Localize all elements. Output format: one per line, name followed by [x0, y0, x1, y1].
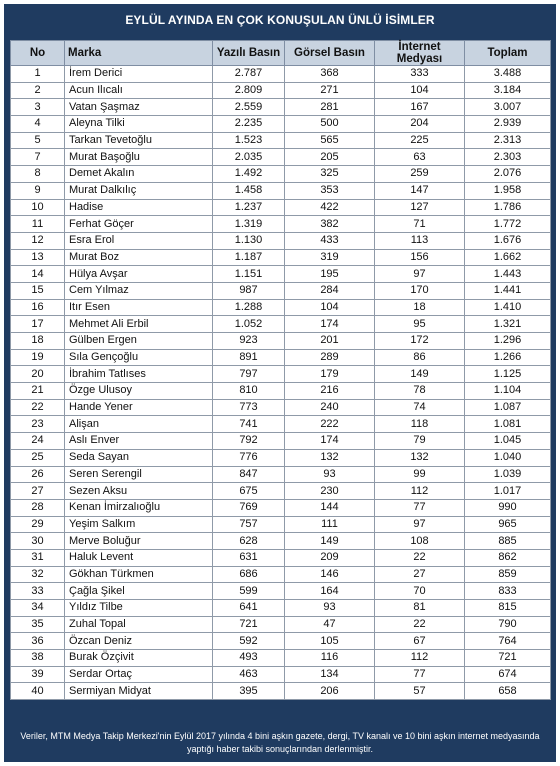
- cell-gorsel-basin: 433: [285, 232, 375, 249]
- cell-yazili-basin: 891: [213, 349, 285, 366]
- cell-yazili-basin: 721: [213, 616, 285, 633]
- cell-name: Tarkan Tevetoğlu: [65, 132, 213, 149]
- cell-name: Itır Esen: [65, 299, 213, 316]
- cell-name: Burak Özçivit: [65, 650, 213, 667]
- cell-no: 22: [11, 399, 65, 416]
- cell-internet-medyasi: 104: [375, 82, 465, 99]
- cell-gorsel-basin: 93: [285, 600, 375, 617]
- cell-yazili-basin: 1.523: [213, 132, 285, 149]
- cell-internet-medyasi: 204: [375, 116, 465, 133]
- cell-no: 12: [11, 232, 65, 249]
- cell-yazili-basin: 1.458: [213, 182, 285, 199]
- cell-name: Acun Ilıcalı: [65, 82, 213, 99]
- table-row: [11, 633, 551, 650]
- cell-internet-medyasi: 74: [375, 399, 465, 416]
- cell-no: 14: [11, 266, 65, 283]
- cell-internet-medyasi: 99: [375, 466, 465, 483]
- cell-gorsel-basin: 164: [285, 583, 375, 600]
- cell-no: 7: [11, 149, 65, 166]
- cell-toplam: 790: [465, 616, 551, 633]
- cell-toplam: 1.443: [465, 266, 551, 283]
- cell-no: 2: [11, 82, 65, 99]
- cell-internet-medyasi: 259: [375, 166, 465, 183]
- cell-internet-medyasi: 132: [375, 449, 465, 466]
- cell-gorsel-basin: 325: [285, 166, 375, 183]
- cell-name: Çağla Şikel: [65, 583, 213, 600]
- cell-gorsel-basin: 195: [285, 266, 375, 283]
- cell-gorsel-basin: 206: [285, 683, 375, 700]
- cell-yazili-basin: 592: [213, 633, 285, 650]
- cell-yazili-basin: 923: [213, 333, 285, 350]
- cell-name: Haluk Levent: [65, 549, 213, 566]
- header-marka: Marka: [65, 41, 213, 66]
- cell-no: 4: [11, 116, 65, 133]
- cell-no: 10: [11, 199, 65, 216]
- cell-name: Ferhat Göçer: [65, 216, 213, 233]
- header-toplam: Toplam: [465, 41, 551, 66]
- cell-internet-medyasi: 81: [375, 600, 465, 617]
- cell-no: 1: [11, 66, 65, 83]
- cell-gorsel-basin: 93: [285, 466, 375, 483]
- cell-yazili-basin: 1.492: [213, 166, 285, 183]
- table-row: [11, 433, 551, 450]
- cell-gorsel-basin: 205: [285, 149, 375, 166]
- table-row: [11, 266, 551, 283]
- cell-name: Kenan İmirzalıoğlu: [65, 499, 213, 516]
- header-yazili-basin: Yazılı Basın: [213, 41, 285, 66]
- table-row: [11, 182, 551, 199]
- table-row: [11, 383, 551, 400]
- infographic-frame: [4, 4, 556, 762]
- cell-gorsel-basin: 146: [285, 566, 375, 583]
- cell-toplam: 3.184: [465, 82, 551, 99]
- table-row: [11, 566, 551, 583]
- table-header-row: [11, 41, 551, 66]
- table-row: [11, 650, 551, 667]
- cell-no: 18: [11, 333, 65, 350]
- cell-name: Murat Dalkılıç: [65, 182, 213, 199]
- cell-no: 11: [11, 216, 65, 233]
- cell-gorsel-basin: 382: [285, 216, 375, 233]
- cell-name: Demet Akalın: [65, 166, 213, 183]
- cell-name: Vatan Şaşmaz: [65, 99, 213, 116]
- cell-yazili-basin: 2.035: [213, 149, 285, 166]
- cell-no: 20: [11, 366, 65, 383]
- cell-name: Seda Sayan: [65, 449, 213, 466]
- cell-internet-medyasi: 79: [375, 433, 465, 450]
- cell-gorsel-basin: 230: [285, 483, 375, 500]
- cell-gorsel-basin: 111: [285, 516, 375, 533]
- cell-yazili-basin: 987: [213, 282, 285, 299]
- cell-toplam: 1.104: [465, 383, 551, 400]
- table-row: [11, 533, 551, 550]
- cell-internet-medyasi: 97: [375, 266, 465, 283]
- cell-name: Gökhan Türkmen: [65, 566, 213, 583]
- cell-internet-medyasi: 108: [375, 533, 465, 550]
- cell-name: Murat Boz: [65, 249, 213, 266]
- cell-internet-medyasi: 86: [375, 349, 465, 366]
- cell-name: Özcan Deniz: [65, 633, 213, 650]
- header-gorsel-basin: Görsel Basın: [285, 41, 375, 66]
- cell-internet-medyasi: 167: [375, 99, 465, 116]
- header-no: No: [11, 41, 65, 66]
- cell-name: Gülben Ergen: [65, 333, 213, 350]
- cell-internet-medyasi: 97: [375, 516, 465, 533]
- cell-no: 8: [11, 166, 65, 183]
- table-row: [11, 449, 551, 466]
- cell-no: 21: [11, 383, 65, 400]
- cell-toplam: 1.958: [465, 182, 551, 199]
- cell-internet-medyasi: 225: [375, 132, 465, 149]
- cell-yazili-basin: 463: [213, 666, 285, 683]
- cell-yazili-basin: 675: [213, 483, 285, 500]
- cell-name: Yeşim Salkım: [65, 516, 213, 533]
- cell-no: 38: [11, 650, 65, 667]
- cell-gorsel-basin: 179: [285, 366, 375, 383]
- cell-toplam: 674: [465, 666, 551, 683]
- cell-toplam: 1.045: [465, 433, 551, 450]
- cell-toplam: 1.662: [465, 249, 551, 266]
- cell-no: 3: [11, 99, 65, 116]
- table-container: [10, 40, 550, 700]
- cell-no: 17: [11, 316, 65, 333]
- cell-internet-medyasi: 156: [375, 249, 465, 266]
- table-body: [11, 66, 551, 700]
- cell-no: 16: [11, 299, 65, 316]
- cell-toplam: 2.303: [465, 149, 551, 166]
- cell-toplam: 3.488: [465, 66, 551, 83]
- cell-name: Aleyna Tilki: [65, 116, 213, 133]
- table-row: [11, 616, 551, 633]
- cell-yazili-basin: 757: [213, 516, 285, 533]
- cell-name: Sezen Aksu: [65, 483, 213, 500]
- cell-yazili-basin: 792: [213, 433, 285, 450]
- table-row: [11, 216, 551, 233]
- cell-yazili-basin: 2.559: [213, 99, 285, 116]
- cell-toplam: 1.676: [465, 232, 551, 249]
- cell-no: 34: [11, 600, 65, 617]
- cell-toplam: 764: [465, 633, 551, 650]
- cell-yazili-basin: 776: [213, 449, 285, 466]
- cell-toplam: 1.321: [465, 316, 551, 333]
- cell-gorsel-basin: 201: [285, 333, 375, 350]
- cell-yazili-basin: 2.787: [213, 66, 285, 83]
- cell-name: Sermiyan Midyat: [65, 683, 213, 700]
- cell-internet-medyasi: 22: [375, 549, 465, 566]
- table-row: [11, 199, 551, 216]
- cell-yazili-basin: 1.319: [213, 216, 285, 233]
- cell-toplam: 1.441: [465, 282, 551, 299]
- cell-yazili-basin: 1.151: [213, 266, 285, 283]
- cell-toplam: 1.410: [465, 299, 551, 316]
- cell-gorsel-basin: 105: [285, 633, 375, 650]
- cell-name: Hülya Avşar: [65, 266, 213, 283]
- cell-name: Hande Yener: [65, 399, 213, 416]
- cell-no: 29: [11, 516, 65, 533]
- cell-yazili-basin: 810: [213, 383, 285, 400]
- table-row: [11, 366, 551, 383]
- cell-internet-medyasi: 78: [375, 383, 465, 400]
- table-row: [11, 149, 551, 166]
- cell-no: 32: [11, 566, 65, 583]
- page-title: EYLÜL AYINDA EN ÇOK KONUŞULAN ÜNLÜ İSİMLER: [125, 13, 435, 27]
- cell-toplam: 1.786: [465, 199, 551, 216]
- table-row: [11, 399, 551, 416]
- cell-toplam: 815: [465, 600, 551, 617]
- cell-no: 39: [11, 666, 65, 683]
- cell-internet-medyasi: 67: [375, 633, 465, 650]
- cell-no: 33: [11, 583, 65, 600]
- table-row: [11, 416, 551, 433]
- cell-name: Sıla Gençoğlu: [65, 349, 213, 366]
- table-row: [11, 600, 551, 617]
- cell-toplam: 965: [465, 516, 551, 533]
- cell-no: 13: [11, 249, 65, 266]
- cell-gorsel-basin: 149: [285, 533, 375, 550]
- cell-toplam: 1.772: [465, 216, 551, 233]
- cell-yazili-basin: 797: [213, 366, 285, 383]
- cell-no: 40: [11, 683, 65, 700]
- table-row: [11, 132, 551, 149]
- cell-yazili-basin: 1.288: [213, 299, 285, 316]
- cell-gorsel-basin: 132: [285, 449, 375, 466]
- cell-no: 15: [11, 282, 65, 299]
- cell-internet-medyasi: 113: [375, 232, 465, 249]
- cell-internet-medyasi: 77: [375, 499, 465, 516]
- cell-internet-medyasi: 71: [375, 216, 465, 233]
- table-row: [11, 483, 551, 500]
- cell-name: Özge Ulusoy: [65, 383, 213, 400]
- cell-toplam: 658: [465, 683, 551, 700]
- cell-yazili-basin: 2.809: [213, 82, 285, 99]
- cell-toplam: 721: [465, 650, 551, 667]
- cell-toplam: 990: [465, 499, 551, 516]
- cell-internet-medyasi: 63: [375, 149, 465, 166]
- cell-internet-medyasi: 95: [375, 316, 465, 333]
- cell-internet-medyasi: 170: [375, 282, 465, 299]
- cell-name: Hadise: [65, 199, 213, 216]
- cell-toplam: 3.007: [465, 99, 551, 116]
- cell-toplam: 885: [465, 533, 551, 550]
- cell-internet-medyasi: 147: [375, 182, 465, 199]
- table-row: [11, 683, 551, 700]
- cell-gorsel-basin: 174: [285, 316, 375, 333]
- cell-yazili-basin: 773: [213, 399, 285, 416]
- cell-internet-medyasi: 127: [375, 199, 465, 216]
- cell-name: Merve Boluğur: [65, 533, 213, 550]
- cell-toplam: 1.266: [465, 349, 551, 366]
- cell-toplam: 1.125: [465, 366, 551, 383]
- cell-name: Aslı Enver: [65, 433, 213, 450]
- cell-yazili-basin: 847: [213, 466, 285, 483]
- cell-yazili-basin: 1.130: [213, 232, 285, 249]
- cell-no: 31: [11, 549, 65, 566]
- cell-name: İbrahim Tatlıses: [65, 366, 213, 383]
- cell-yazili-basin: 1.187: [213, 249, 285, 266]
- table-row: [11, 499, 551, 516]
- ranking-table: [10, 40, 551, 700]
- cell-yazili-basin: 631: [213, 549, 285, 566]
- cell-no: 26: [11, 466, 65, 483]
- cell-gorsel-basin: 284: [285, 282, 375, 299]
- cell-internet-medyasi: 57: [375, 683, 465, 700]
- table-row: [11, 99, 551, 116]
- cell-no: 5: [11, 132, 65, 149]
- cell-yazili-basin: 599: [213, 583, 285, 600]
- table-row: [11, 516, 551, 533]
- cell-name: Cem Yılmaz: [65, 282, 213, 299]
- cell-gorsel-basin: 500: [285, 116, 375, 133]
- cell-no: 28: [11, 499, 65, 516]
- cell-toplam: 859: [465, 566, 551, 583]
- cell-toplam: 1.040: [465, 449, 551, 466]
- source-note: Veriler, MTM Medya Takip Merkezi'nin Eylül 2017 yılında 4 bini aşkın gazete, dergi, TV kanalı ve 10 bini aşkın internet medyasında yaptığı haber takibi sonuçlarından derlenmiştir.: [20, 731, 540, 754]
- table-row: [11, 116, 551, 133]
- table-row: [11, 299, 551, 316]
- cell-internet-medyasi: 18: [375, 299, 465, 316]
- cell-no: 23: [11, 416, 65, 433]
- cell-internet-medyasi: 22: [375, 616, 465, 633]
- cell-name: Alişan: [65, 416, 213, 433]
- cell-yazili-basin: 1.237: [213, 199, 285, 216]
- table-row: [11, 549, 551, 566]
- cell-toplam: 1.081: [465, 416, 551, 433]
- cell-gorsel-basin: 216: [285, 383, 375, 400]
- cell-internet-medyasi: 27: [375, 566, 465, 583]
- cell-no: 27: [11, 483, 65, 500]
- cell-gorsel-basin: 116: [285, 650, 375, 667]
- cell-no: 25: [11, 449, 65, 466]
- cell-gorsel-basin: 271: [285, 82, 375, 99]
- cell-name: Esra Erol: [65, 232, 213, 249]
- cell-gorsel-basin: 368: [285, 66, 375, 83]
- table-row: [11, 249, 551, 266]
- cell-gorsel-basin: 209: [285, 549, 375, 566]
- cell-internet-medyasi: 77: [375, 666, 465, 683]
- cell-name: Yıldız Tilbe: [65, 600, 213, 617]
- cell-yazili-basin: 641: [213, 600, 285, 617]
- table-row: [11, 666, 551, 683]
- cell-gorsel-basin: 565: [285, 132, 375, 149]
- cell-gorsel-basin: 134: [285, 666, 375, 683]
- table-row: [11, 232, 551, 249]
- cell-toplam: 1.039: [465, 466, 551, 483]
- cell-yazili-basin: 741: [213, 416, 285, 433]
- cell-gorsel-basin: 319: [285, 249, 375, 266]
- cell-internet-medyasi: 172: [375, 333, 465, 350]
- cell-yazili-basin: 395: [213, 683, 285, 700]
- cell-toplam: 1.087: [465, 399, 551, 416]
- cell-name: Seren Serengil: [65, 466, 213, 483]
- cell-name: İrem Derici: [65, 66, 213, 83]
- table-row: [11, 333, 551, 350]
- table-row: [11, 66, 551, 83]
- cell-toplam: 2.313: [465, 132, 551, 149]
- table-row: [11, 316, 551, 333]
- cell-internet-medyasi: 118: [375, 416, 465, 433]
- cell-gorsel-basin: 144: [285, 499, 375, 516]
- cell-gorsel-basin: 281: [285, 99, 375, 116]
- cell-no: 35: [11, 616, 65, 633]
- table-row: [11, 583, 551, 600]
- cell-yazili-basin: 769: [213, 499, 285, 516]
- cell-name: Mehmet Ali Erbil: [65, 316, 213, 333]
- table-row: [11, 466, 551, 483]
- header-internet-medyasi: İnternet Medyası: [375, 41, 465, 66]
- cell-no: 24: [11, 433, 65, 450]
- cell-no: 19: [11, 349, 65, 366]
- cell-yazili-basin: 493: [213, 650, 285, 667]
- cell-gorsel-basin: 104: [285, 299, 375, 316]
- cell-toplam: 1.017: [465, 483, 551, 500]
- cell-toplam: 862: [465, 549, 551, 566]
- cell-yazili-basin: 686: [213, 566, 285, 583]
- cell-yazili-basin: 2.235: [213, 116, 285, 133]
- table-row: [11, 349, 551, 366]
- cell-name: Murat Başoğlu: [65, 149, 213, 166]
- cell-toplam: 833: [465, 583, 551, 600]
- cell-gorsel-basin: 353: [285, 182, 375, 199]
- table-row: [11, 82, 551, 99]
- cell-no: 36: [11, 633, 65, 650]
- cell-internet-medyasi: 149: [375, 366, 465, 383]
- cell-name: Serdar Ortaç: [65, 666, 213, 683]
- cell-yazili-basin: 628: [213, 533, 285, 550]
- cell-gorsel-basin: 422: [285, 199, 375, 216]
- cell-gorsel-basin: 222: [285, 416, 375, 433]
- cell-name: Zuhal Topal: [65, 616, 213, 633]
- cell-toplam: 2.939: [465, 116, 551, 133]
- cell-toplam: 1.296: [465, 333, 551, 350]
- cell-yazili-basin: 1.052: [213, 316, 285, 333]
- cell-no: 30: [11, 533, 65, 550]
- cell-gorsel-basin: 240: [285, 399, 375, 416]
- cell-toplam: 2.076: [465, 166, 551, 183]
- cell-gorsel-basin: 174: [285, 433, 375, 450]
- cell-internet-medyasi: 112: [375, 483, 465, 500]
- cell-internet-medyasi: 112: [375, 650, 465, 667]
- cell-internet-medyasi: 333: [375, 66, 465, 83]
- cell-no: 9: [11, 182, 65, 199]
- table-row: [11, 282, 551, 299]
- table-row: [11, 166, 551, 183]
- cell-internet-medyasi: 70: [375, 583, 465, 600]
- cell-gorsel-basin: 289: [285, 349, 375, 366]
- cell-gorsel-basin: 47: [285, 616, 375, 633]
